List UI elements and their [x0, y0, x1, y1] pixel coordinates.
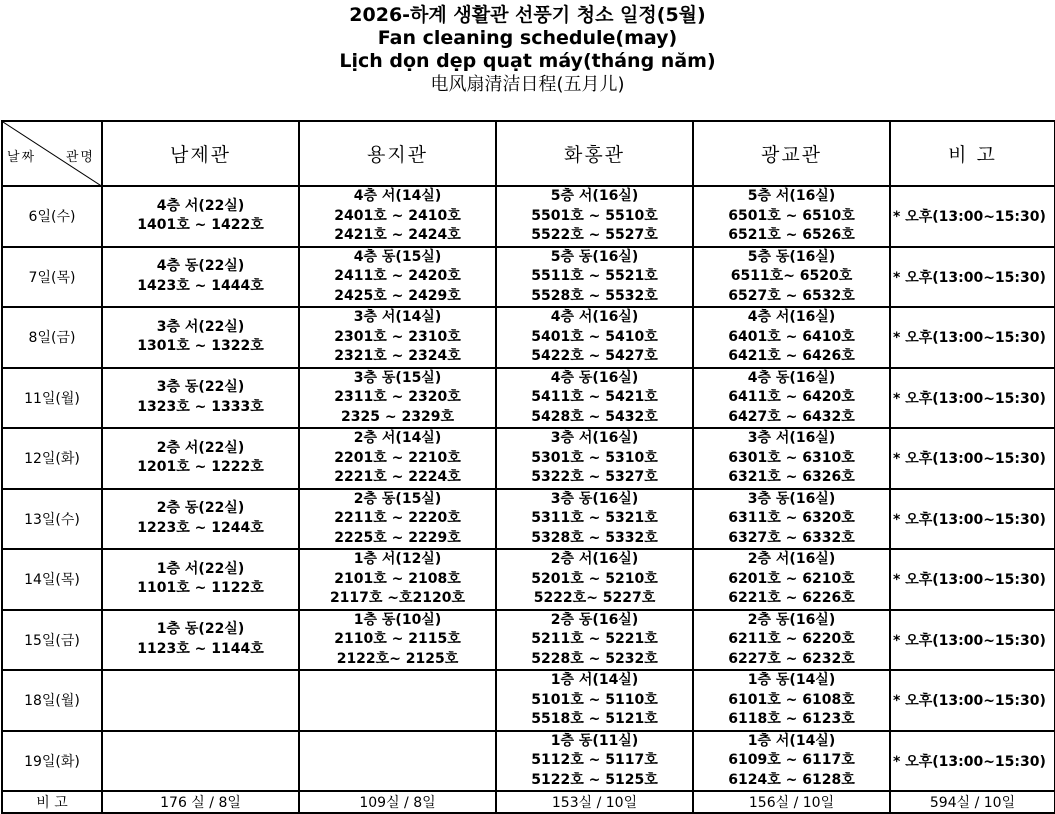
floor-label: 1층 동(11실) — [550, 732, 639, 749]
floor-label: 1층 서(12실) — [353, 551, 442, 567]
schedule-cell-hwahong — [496, 670, 693, 731]
room-range: 6521호 ~ 6526호 — [728, 227, 855, 243]
floor-label: 3층 서(16실) — [747, 430, 836, 446]
schedule-cell-yongji — [299, 307, 496, 368]
room-range: 6301호 ~ 6310호 — [728, 449, 855, 466]
day-cell: 11일(월) — [2, 368, 102, 429]
table-row — [2, 368, 1055, 429]
schedule-cell-hwahong — [496, 186, 693, 247]
schedule-cell-hwahong — [496, 489, 693, 550]
note-cell: * 오후(13:00~15:30) — [890, 368, 1055, 429]
room-range: 5411호 ~ 5421호 — [531, 389, 658, 405]
footer-total: 594실 / 10일 — [890, 791, 1055, 813]
schedule-cell-hwahong — [496, 368, 693, 429]
schedule-cell-namje — [102, 670, 299, 731]
room-range: 6501호 ~ 6510호 — [728, 207, 855, 224]
room-range: 2321호 ~ 2324호 — [334, 348, 461, 364]
schedule-cell-namje — [102, 549, 299, 610]
room-range: 5228호 ~ 5232호 — [531, 650, 658, 667]
floor-label: 4층 서(16실) — [747, 309, 836, 325]
day-cell: 19일(화) — [2, 731, 102, 792]
floor-label: 3층 동(15실) — [353, 369, 442, 386]
floor-label: 4층 동(22실) — [156, 258, 245, 275]
room-range: 6118호 ~ 6123호 — [728, 711, 855, 727]
room-range: 5501호 ~ 5510호 — [531, 207, 658, 224]
note-cell: * 오후(13:00~15:30) — [890, 186, 1055, 247]
room-range: 6527호 ~ 6532호 — [728, 287, 855, 304]
room-range: 5101호 ~ 5110호 — [531, 691, 658, 708]
room-range: 2117호 ~호2120호 — [329, 590, 466, 606]
room-range: 2411호 ~ 2420호 — [334, 268, 461, 284]
schedule-cell-yongji — [299, 610, 496, 671]
room-range: 5201호 ~ 5210호 — [531, 570, 658, 587]
note-cell: * 오후(13:00~15:30) — [890, 489, 1055, 550]
schedule-cell-namje — [102, 368, 299, 429]
room-range: 5211호 ~ 5221호 — [531, 631, 658, 647]
schedule-cell-gwanggyo — [693, 731, 890, 792]
floor-label: 5층 서(16실) — [550, 188, 639, 204]
title-korean: 2026-하계 생활관 선풍기 청소 일정(5월) — [349, 4, 706, 26]
day-cell: 12일(화) — [2, 428, 102, 489]
table-row — [2, 186, 1055, 247]
room-range: 5122호 ~ 5125호 — [531, 771, 658, 788]
room-range: 2311호 ~ 2320호 — [334, 389, 461, 405]
footer-total: 156실 / 10일 — [693, 791, 890, 813]
room-range: 6311호 ~ 6320호 — [728, 510, 855, 526]
room-range: 5222호~ 5227호 — [533, 590, 656, 606]
table-row — [2, 247, 1055, 308]
room-range: 5301호 ~ 5310호 — [531, 449, 658, 466]
schedule-cell-hwahong — [496, 428, 693, 489]
room-range: 1201호 ~ 1222호 — [137, 459, 264, 476]
building-label: 관명 — [65, 150, 95, 165]
schedule-cell-gwanggyo — [693, 670, 890, 731]
day-cell: 14일(목) — [2, 549, 102, 610]
floor-label: 1층 동(14실) — [747, 672, 836, 688]
table-row — [2, 670, 1055, 731]
room-range: 6227호 ~ 6232호 — [728, 650, 855, 667]
room-range: 6109호 ~ 6117호 — [728, 752, 855, 768]
floor-label: 2층 서(22실) — [156, 439, 245, 456]
schedule-cell-yongji — [299, 731, 496, 792]
floor-label: 2층 서(16실) — [550, 551, 639, 567]
room-range: 6124호 ~ 6128호 — [728, 771, 855, 788]
floor-label: 3층 동(16실) — [550, 490, 639, 507]
room-range: 1323호 ~ 1333호 — [137, 398, 264, 415]
room-range: 2221호 ~ 2224호 — [334, 469, 461, 485]
floor-label: 4층 서(14실) — [353, 188, 442, 204]
schedule-cell-gwanggyo — [693, 368, 890, 429]
schedule-cell-yongji — [299, 670, 496, 731]
schedule-cell-hwahong — [496, 549, 693, 610]
room-range: 6211호 ~ 6220호 — [728, 631, 855, 647]
schedule-cell-hwahong — [496, 610, 693, 671]
floor-label: 2층 서(16실) — [747, 551, 836, 567]
title-english: Fan cleaning schedule(may) — [377, 27, 678, 49]
floor-label: 1층 서(22실) — [156, 560, 245, 577]
schedule-cell-gwanggyo — [693, 428, 890, 489]
room-range: 2110호 ~ 2115호 — [334, 631, 461, 647]
room-range: 2401호 ~ 2410호 — [334, 207, 461, 224]
col-header-namje: 남제관 — [102, 121, 299, 186]
room-range: 1401호 ~ 1422호 — [137, 217, 264, 234]
room-range: 6401호 ~ 6410호 — [728, 328, 855, 345]
room-range: 2101호 ~ 2108호 — [334, 570, 461, 587]
schedule-cell-yongji — [299, 368, 496, 429]
room-range: 2425호 ~ 2429호 — [334, 287, 461, 304]
floor-label: 2층 서(14실) — [353, 430, 442, 446]
title-chinese: 电风扇清洁日程(五月儿) — [430, 74, 625, 95]
room-range: 6221호 ~ 6226호 — [728, 590, 855, 606]
col-header-yongji: 용지관 — [299, 121, 496, 186]
schedule-cell-namje — [102, 307, 299, 368]
title-vietnamese: Lịch dọn dẹp quạt máy(tháng năm) — [339, 50, 716, 72]
table-row — [2, 428, 1055, 489]
room-range: 5112호 ~ 5117호 — [531, 752, 658, 768]
footer-total: 153실 / 10일 — [496, 791, 693, 813]
schedule-cell-gwanggyo — [693, 186, 890, 247]
room-range: 5401호 ~ 5410호 — [531, 328, 658, 345]
floor-label: 4층 서(16실) — [550, 309, 639, 325]
room-range: 5422호 ~ 5427호 — [531, 348, 658, 364]
col-header-gwanggyo: 광교관 — [693, 121, 890, 186]
day-cell: 18일(월) — [2, 670, 102, 731]
day-cell: 15일(금) — [2, 610, 102, 671]
schedule-cell-hwahong — [496, 731, 693, 792]
footer-total: 176 실 / 8일 — [102, 791, 299, 813]
floor-label: 3층 서(22실) — [156, 318, 245, 335]
schedule-table — [1, 120, 1055, 814]
floor-label: 3층 서(16실) — [550, 430, 639, 446]
note-cell: * 오후(13:00~15:30) — [890, 247, 1055, 308]
room-range: 1423호 ~ 1444호 — [137, 277, 264, 294]
floor-label: 1층 동(10실) — [353, 611, 442, 628]
schedule-cell-namje — [102, 731, 299, 792]
schedule-cell-yongji — [299, 247, 496, 308]
floor-label: 4층 동(15실) — [353, 248, 442, 265]
schedule-cell-namje — [102, 428, 299, 489]
schedule-cell-namje — [102, 247, 299, 308]
schedule-cell-gwanggyo — [693, 610, 890, 671]
schedule-cell-gwanggyo — [693, 247, 890, 308]
schedule-cell-namje — [102, 610, 299, 671]
schedule-cell-hwahong — [496, 247, 693, 308]
day-cell: 8일(금) — [2, 307, 102, 368]
floor-label: 3층 동(22실) — [156, 379, 245, 396]
room-range: 2225호 ~ 2229호 — [334, 529, 461, 546]
room-range: 5511호 ~ 5521호 — [531, 268, 658, 284]
footer-row — [2, 791, 1055, 813]
floor-label: 3층 동(16실) — [747, 490, 836, 507]
note-cell: * 오후(13:00~15:30) — [890, 731, 1055, 792]
floor-label: 1층 서(14실) — [747, 732, 836, 749]
room-range: 6511호~ 6520호 — [730, 268, 853, 284]
day-cell: 7일(목) — [2, 247, 102, 308]
schedule-cell-yongji — [299, 186, 496, 247]
col-header-remarks: 비 고 — [890, 121, 1055, 186]
schedule-cell-namje — [102, 489, 299, 550]
day-cell: 6일(수) — [2, 186, 102, 247]
footer-total: 109실 / 8일 — [299, 791, 496, 813]
day-cell: 13일(수) — [2, 489, 102, 550]
table-row — [2, 731, 1055, 792]
note-cell: * 오후(13:00~15:30) — [890, 549, 1055, 610]
floor-label: 2층 동(22실) — [156, 500, 245, 517]
room-range: 1301호 ~ 1322호 — [137, 338, 264, 355]
table-row — [2, 549, 1055, 610]
table-row — [2, 307, 1055, 368]
col-header-hwahong: 화홍관 — [496, 121, 693, 186]
room-range: 5322호 ~ 5327호 — [531, 469, 658, 485]
title-block — [0, 0, 1055, 118]
schedule-cell-yongji — [299, 428, 496, 489]
floor-label: 4층 서(22실) — [156, 197, 245, 214]
note-cell: * 오후(13:00~15:30) — [890, 610, 1055, 671]
room-range: 6101호 ~ 6108호 — [728, 691, 855, 708]
table-row — [2, 489, 1055, 550]
room-range: 5528호 ~ 5532호 — [531, 287, 658, 304]
room-range: 6411호 ~ 6420호 — [728, 389, 855, 405]
floor-label: 5층 서(16실) — [747, 188, 836, 204]
room-range: 5518호 ~ 5121호 — [531, 711, 658, 727]
schedule-cell-gwanggyo — [693, 549, 890, 610]
note-cell: * 오후(13:00~15:30) — [890, 670, 1055, 731]
room-range: 1223호 ~ 1244호 — [137, 519, 264, 536]
floor-label: 4층 동(16실) — [550, 369, 639, 386]
note-cell: * 오후(13:00~15:30) — [890, 307, 1055, 368]
room-range: 6201호 ~ 6210호 — [728, 570, 855, 587]
room-range: 2211호 ~ 2220호 — [334, 510, 461, 526]
room-range: 6427호 ~ 6432호 — [728, 408, 855, 425]
schedule-cell-yongji — [299, 489, 496, 550]
floor-label: 5층 동(16실) — [747, 248, 836, 265]
floor-label: 2층 동(16실) — [747, 611, 836, 628]
room-range: 2325 ~ 2329호 — [341, 408, 454, 425]
floor-label: 1층 동(22실) — [156, 621, 245, 638]
room-range: 5311호 ~ 5321호 — [531, 510, 658, 526]
floor-label: 5층 동(16실) — [550, 248, 639, 265]
header-row — [2, 121, 1055, 186]
room-range: 2301호 ~ 2310호 — [334, 328, 461, 345]
floor-label: 1층 서(14실) — [550, 672, 639, 688]
room-range: 1101호 ~ 1122호 — [137, 580, 264, 597]
schedule-cell-gwanggyo — [693, 307, 890, 368]
room-range: 6327호 ~ 6332호 — [728, 529, 855, 546]
note-cell: * 오후(13:00~15:30) — [890, 428, 1055, 489]
floor-label: 3층 서(14실) — [353, 309, 442, 325]
floor-label: 2층 동(15실) — [353, 490, 442, 507]
room-range: 6321호 ~ 6326호 — [728, 469, 855, 485]
table-row — [2, 610, 1055, 671]
floor-label: 4층 동(16실) — [747, 369, 836, 386]
footer-label: 비 고 — [2, 791, 102, 813]
date-building-header — [2, 121, 102, 186]
room-range: 5522호 ~ 5527호 — [531, 227, 658, 243]
room-range: 2122호~ 2125호 — [336, 650, 459, 667]
room-range: 2201호 ~ 2210호 — [334, 449, 461, 466]
room-range: 5428호 ~ 5432호 — [531, 408, 658, 425]
room-range: 2421호 ~ 2424호 — [334, 227, 461, 243]
date-label: 날짜 — [7, 150, 37, 165]
schedule-cell-namje — [102, 186, 299, 247]
schedule-cell-yongji — [299, 549, 496, 610]
schedule-cell-hwahong — [496, 307, 693, 368]
room-range: 1123호 ~ 1144호 — [137, 640, 264, 657]
floor-label: 2층 동(16실) — [550, 611, 639, 628]
schedule-cell-gwanggyo — [693, 489, 890, 550]
room-range: 5328호 ~ 5332호 — [531, 529, 658, 546]
room-range: 6421호 ~ 6426호 — [728, 348, 855, 364]
